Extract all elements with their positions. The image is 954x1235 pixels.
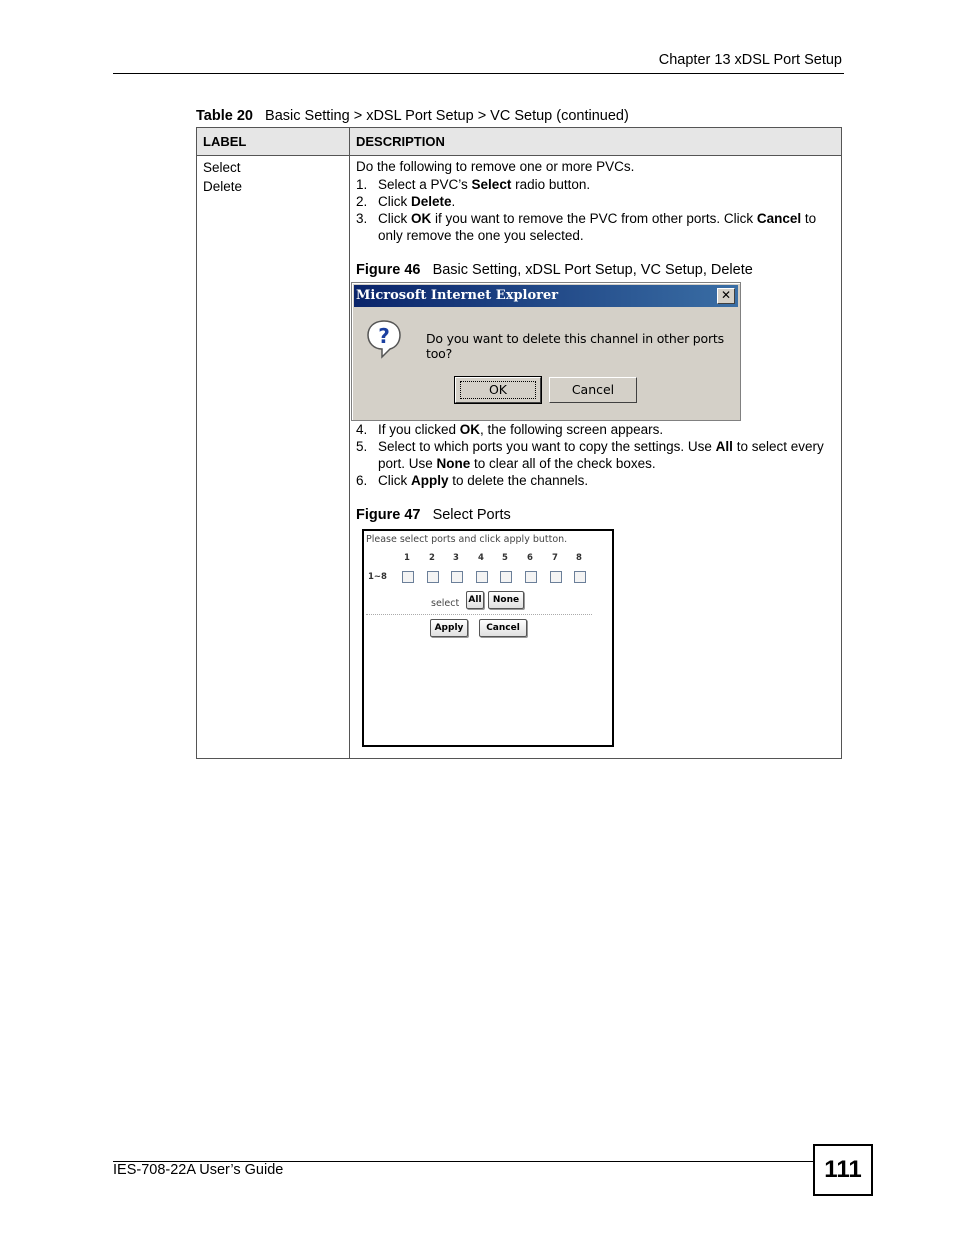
port-row-label: 1~8 (368, 572, 387, 582)
port-number: 5 (502, 553, 508, 563)
port-checkbox[interactable] (402, 571, 414, 583)
port-checkbox[interactable] (525, 571, 537, 583)
table-header-row (197, 128, 842, 156)
select-label: select (431, 598, 460, 609)
port-checkbox[interactable] (451, 571, 463, 583)
port-number: 6 (527, 553, 533, 563)
close-icon[interactable]: ✕ (717, 288, 735, 304)
figure47-caption (356, 507, 835, 523)
step-1: 1. Select a PVC’s Select radio button. (356, 177, 591, 192)
step-3: 3. Click OK if you want to remove the PVC from other ports. Click Cancel to only remove the one you selected. (356, 211, 817, 243)
ports-divider (366, 614, 592, 615)
port-checkbox[interactable] (476, 571, 488, 583)
port-number: 3 (453, 553, 459, 563)
table-caption (196, 108, 629, 124)
table-caption-label: Table 20 (196, 108, 253, 124)
step-5: 5. Select to which ports you want to copy the settings. Use All to select every port. Use None to clear all of the check boxes. (356, 439, 824, 471)
chapter-header: Chapter 13 xDSL Port Setup (658, 52, 842, 68)
port-checkbox[interactable] (574, 571, 586, 583)
figure47-label: Figure 47 (356, 507, 421, 523)
page-number: 111 (813, 1144, 873, 1196)
ports-cancel-button[interactable]: Cancel (479, 619, 527, 637)
select-ports-panel (362, 529, 614, 747)
figure46-caption (356, 262, 835, 278)
port-checkbox[interactable] (500, 571, 512, 583)
port-checkbox[interactable] (550, 571, 562, 583)
figure46-label: Figure 46 (356, 262, 421, 278)
port-number: 8 (576, 553, 582, 563)
figure46-caption-text: Basic Setting, xDSL Port Setup, VC Setup, Delete (432, 262, 753, 278)
port-number: 7 (552, 553, 558, 563)
table-row (197, 156, 842, 759)
ok-button[interactable] (455, 377, 541, 403)
col-label-header: LABEL (197, 128, 350, 156)
port-number: 1 (404, 553, 410, 563)
dialog-title-bar (354, 285, 738, 307)
settings-table (196, 127, 842, 759)
dialog-title: Microsoft Internet Explorer (356, 288, 559, 303)
step-6: 6. Click Apply to delete the channels. (356, 473, 589, 488)
ok-button-label: OK (460, 381, 536, 399)
steps-list-1 (356, 176, 835, 244)
cancel-button[interactable]: Cancel (549, 377, 637, 403)
ie-confirm-dialog (351, 282, 741, 421)
header-rule (113, 73, 844, 74)
ports-prompt: Please select ports and click apply button. (366, 534, 568, 545)
step-2: 2. Click Delete. (356, 194, 456, 209)
figure47-caption-text: Select Ports (432, 507, 511, 523)
description-cell (350, 156, 842, 759)
row-label-line2: Delete (203, 179, 243, 194)
label-cell (197, 156, 350, 759)
svg-text:?: ? (378, 324, 390, 348)
question-icon (366, 319, 402, 359)
col-description-header: DESCRIPTION (350, 128, 842, 156)
port-number: 2 (429, 553, 435, 563)
row-label-line1: Select (203, 160, 241, 175)
all-button[interactable]: All (466, 591, 484, 609)
description-intro: Do the following to remove one or more PVCs. (356, 159, 635, 174)
none-button[interactable]: None (488, 591, 524, 609)
apply-button[interactable]: Apply (430, 619, 468, 637)
port-number: 4 (478, 553, 484, 563)
table-caption-text: Basic Setting > xDSL Port Setup > VC Setup (continued) (265, 108, 629, 124)
guide-title: IES-708-22A User’s Guide (113, 1162, 284, 1178)
steps-list-2 (356, 421, 835, 489)
port-checkbox[interactable] (427, 571, 439, 583)
step-4: 4. If you clicked OK, the following screen appears. (356, 422, 664, 437)
dialog-message: Do you want to delete this channel in other ports too? (426, 331, 724, 361)
